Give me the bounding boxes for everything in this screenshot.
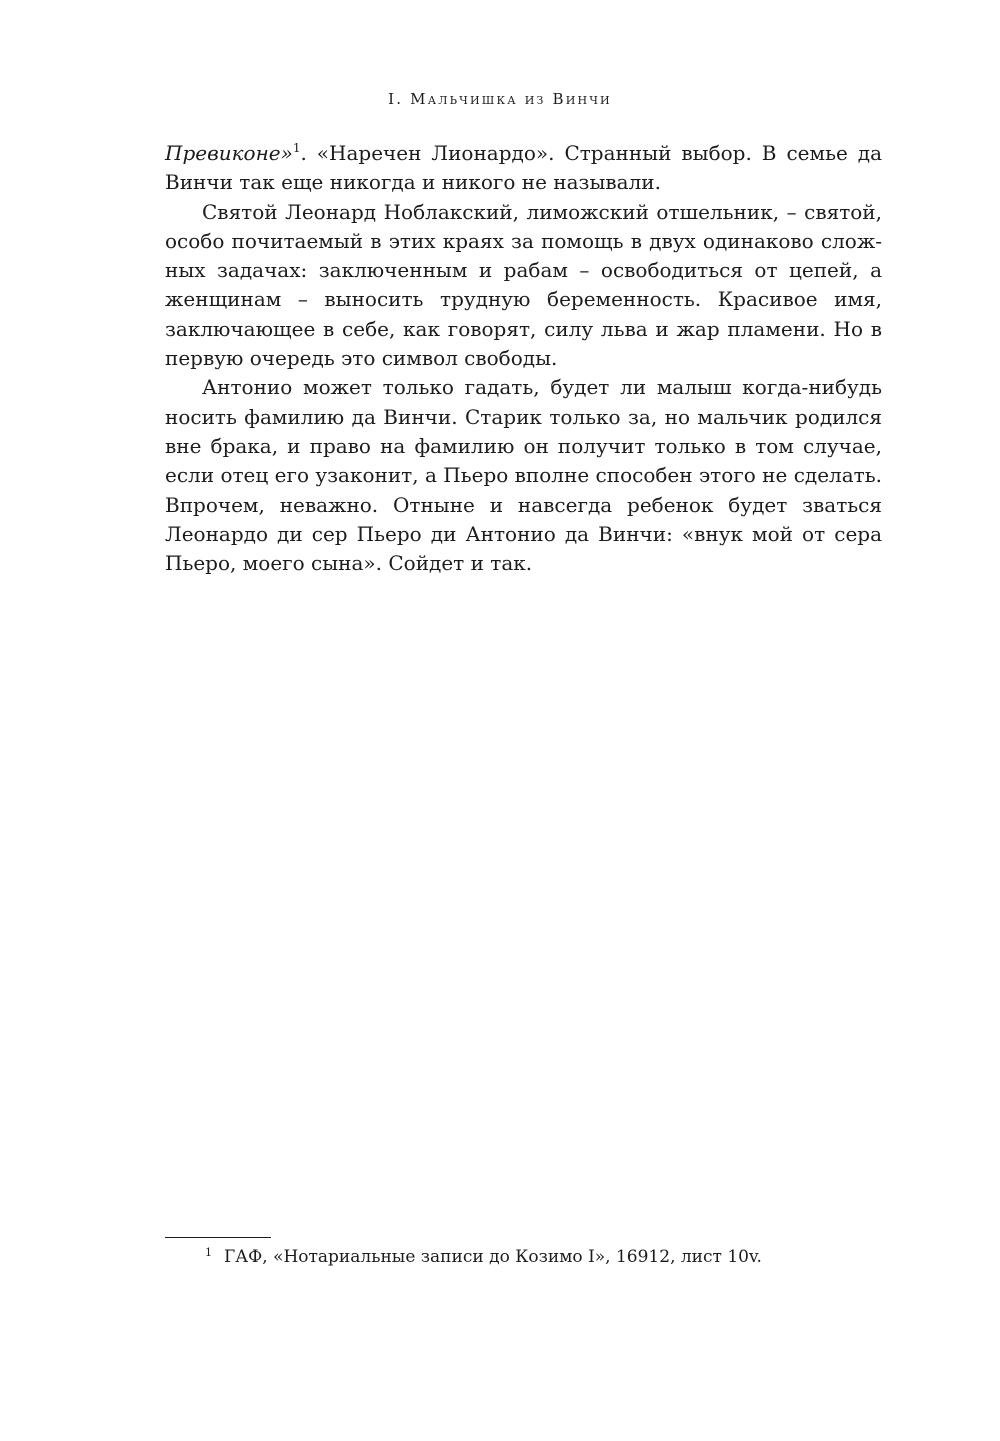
paragraph-1 xyxy=(165,139,882,198)
footnote-number: 1 xyxy=(205,1246,212,1259)
footnote-divider xyxy=(165,1237,271,1238)
footnote-ref[interactable]: 1 xyxy=(292,141,301,155)
running-head: I. Мальчишка из Винчи xyxy=(388,90,612,108)
footnote xyxy=(205,1244,885,1270)
body-text xyxy=(165,139,882,578)
paragraph-1-text: . «Наречен Лионардо». Странный выбор. В семье да Винчи так еще никогда и никого не называли. xyxy=(165,141,882,195)
paragraph-3: Антонио может только гадать, будет ли малыш когда-нибудь носить фамилию да Винчи. Старик только за, но мальчик родился вне брака, и право на фамилию он получит только в том случае, если отец его узаконит, а Пьеро вполне способен этого не сделать. Впрочем, неважно. Отныне и навсегда ребенок будет зваться Леонардо ди сер Пьеро ди Антонио да Винчи: «внук мой от сера Пьеро, моего сына». Сойдет и так. xyxy=(165,375,882,576)
italic-lead: Превиконе» xyxy=(165,141,293,165)
paragraph-2: Святой Леонард Ноблакский, лиможский отшельник, – святой, особо почитаемый в этих краях за помощь в двух одинаково сложных задачах: заключенным и рабам – освободиться от цепей, а женщинам – выносить трудную беременность. Красивое имя, заключающее в себе, как говорят, силу льва и жар пламени. Но в первую очередь это символ свободы. xyxy=(165,199,882,371)
footnote-text: ГАФ, «Нотариальные записи до Козимо I», 16912, лист 10v. xyxy=(224,1247,762,1267)
